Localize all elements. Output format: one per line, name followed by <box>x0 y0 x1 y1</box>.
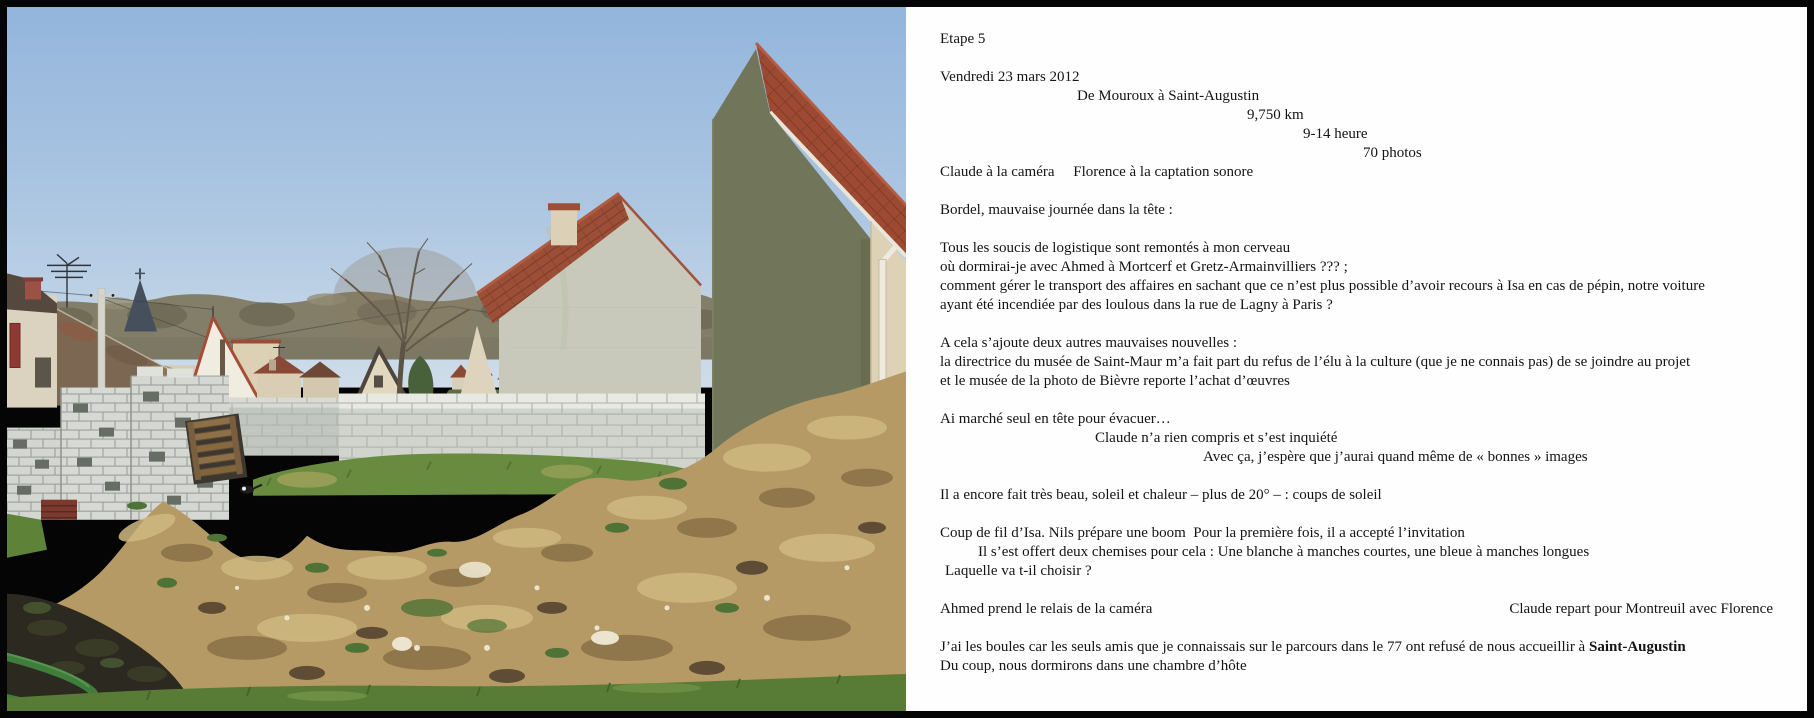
diary-line-text: A cela s’ajoute deux autres mauvaises nouvelles : <box>940 335 1237 351</box>
diary-line-text: J’ai les boules car les seuls amis que je connaissais sur le parcours dans le 77 ont refusé de nous accueillir à <box>940 639 1589 655</box>
diary-line <box>940 505 1773 524</box>
diary-line <box>940 239 1773 258</box>
diary-line <box>940 581 1773 600</box>
photo-illustration <box>7 7 906 711</box>
diary-line-text: Etape 5 <box>940 31 986 47</box>
diary-line-text: Ai marché seul en tête pour évacuer… <box>940 411 1171 427</box>
diary-line <box>940 600 1773 619</box>
diary-line <box>940 638 1773 657</box>
tile-stack <box>41 500 77 520</box>
diary-line-text: 9,750 km <box>1247 107 1304 123</box>
wooden-pallet <box>185 414 247 485</box>
diary-line-text: Il s’est offert deux chemises pour cela : Une blanche à manches courtes, une bleue à manches longues <box>978 544 1590 560</box>
diary-line <box>940 182 1773 201</box>
diary-line-text: Bordel, mauvaise journée dans la tête : <box>940 202 1173 218</box>
diary-line-right: Claude repart pour Montreuil avec Florence <box>1509 601 1773 617</box>
diary-line <box>940 277 1773 296</box>
diary-line-text: De Mouroux à Saint-Augustin <box>1077 88 1260 104</box>
diary-line-text: 9-14 heure <box>1303 126 1368 142</box>
diary-line <box>940 87 1773 106</box>
diary-line-text: où dormirai-je avec Ahmed à Mortcerf et Gretz-Armainvilliers ??? ; <box>940 259 1348 275</box>
diary-line <box>940 334 1773 353</box>
diary-line-text: Avec ça, j’espère que j’aurai quand même de « bonnes » images <box>1203 449 1588 465</box>
chimney <box>25 279 41 299</box>
diary-line <box>940 657 1773 676</box>
diary-line <box>940 258 1773 277</box>
diary-line-text: Vendredi 23 mars 2012 <box>940 69 1080 85</box>
diary-line <box>940 296 1773 315</box>
diary-line-text: Laquelle va t-il choisir ? <box>945 563 1092 579</box>
diary-line <box>940 353 1773 372</box>
diary-line <box>940 543 1773 562</box>
diary-line-text: ayant été incendiée par des loulous dans la rue de Lagny à Paris ? <box>940 297 1333 313</box>
diary-line <box>940 562 1773 581</box>
diary-line-text: Claude à la caméra Florence à la captation sonore <box>940 164 1254 180</box>
diary-line <box>940 30 1773 49</box>
diary-line-text: Tous les soucis de logistique sont remontés à mon cerveau <box>940 240 1291 256</box>
diary-line <box>940 486 1773 505</box>
diary-line <box>940 524 1773 543</box>
diary-line-text: et le musée de la photo de Bièvre reporte l’achat d’œuvres <box>940 373 1290 389</box>
diary-line-text: Claude n’a rien compris et s’est inquiété <box>1095 430 1338 446</box>
diary-line-text: Du coup, nous dormirons dans une chambre d’hôte <box>940 658 1247 674</box>
diary-line-text: la directrice du musée de Saint-Maur m’a fait part du refus de l’élu à la culture (que je ne connais pas) de se joindre au projet <box>940 354 1691 370</box>
diary-line <box>940 410 1773 429</box>
diary-line <box>940 391 1773 410</box>
diary-line <box>940 49 1773 68</box>
diary-line <box>940 429 1773 448</box>
diary-line <box>940 220 1773 239</box>
diary-line-text: Coup de fil d’Isa. Nils prépare une boom Pour la première fois, il a accepté l’invitation <box>940 525 1465 541</box>
red-window <box>10 323 20 367</box>
diary-line <box>940 372 1773 391</box>
diary-line-text: Il a encore fait très beau, soleil et chaleur – plus de 20° – : coups de soleil <box>940 487 1382 503</box>
diary-line <box>940 125 1773 144</box>
diary-line <box>940 144 1773 163</box>
diary-line-text: comment gérer le transport des affaires en sachant que ce n’est plus possible d’avoir recours à Isa en cas de pépin, notre voiture <box>940 278 1705 294</box>
diary-line-bold: Saint-Augustin <box>1588 639 1686 655</box>
diary-line <box>940 619 1773 638</box>
diary-line <box>940 467 1773 486</box>
diary-line <box>940 201 1773 220</box>
diary-line <box>940 68 1773 87</box>
diary-line <box>940 106 1773 125</box>
diary-line <box>940 448 1773 467</box>
diary-line <box>940 315 1773 334</box>
diary-line <box>940 163 1773 182</box>
diary-line-text: 70 photos <box>1363 145 1422 161</box>
diary-text <box>906 7 1807 711</box>
diary-line-left: Ahmed prend le relais de la caméra <box>940 601 1153 617</box>
diary-page <box>906 7 1807 711</box>
construction-site-photo <box>7 7 906 711</box>
